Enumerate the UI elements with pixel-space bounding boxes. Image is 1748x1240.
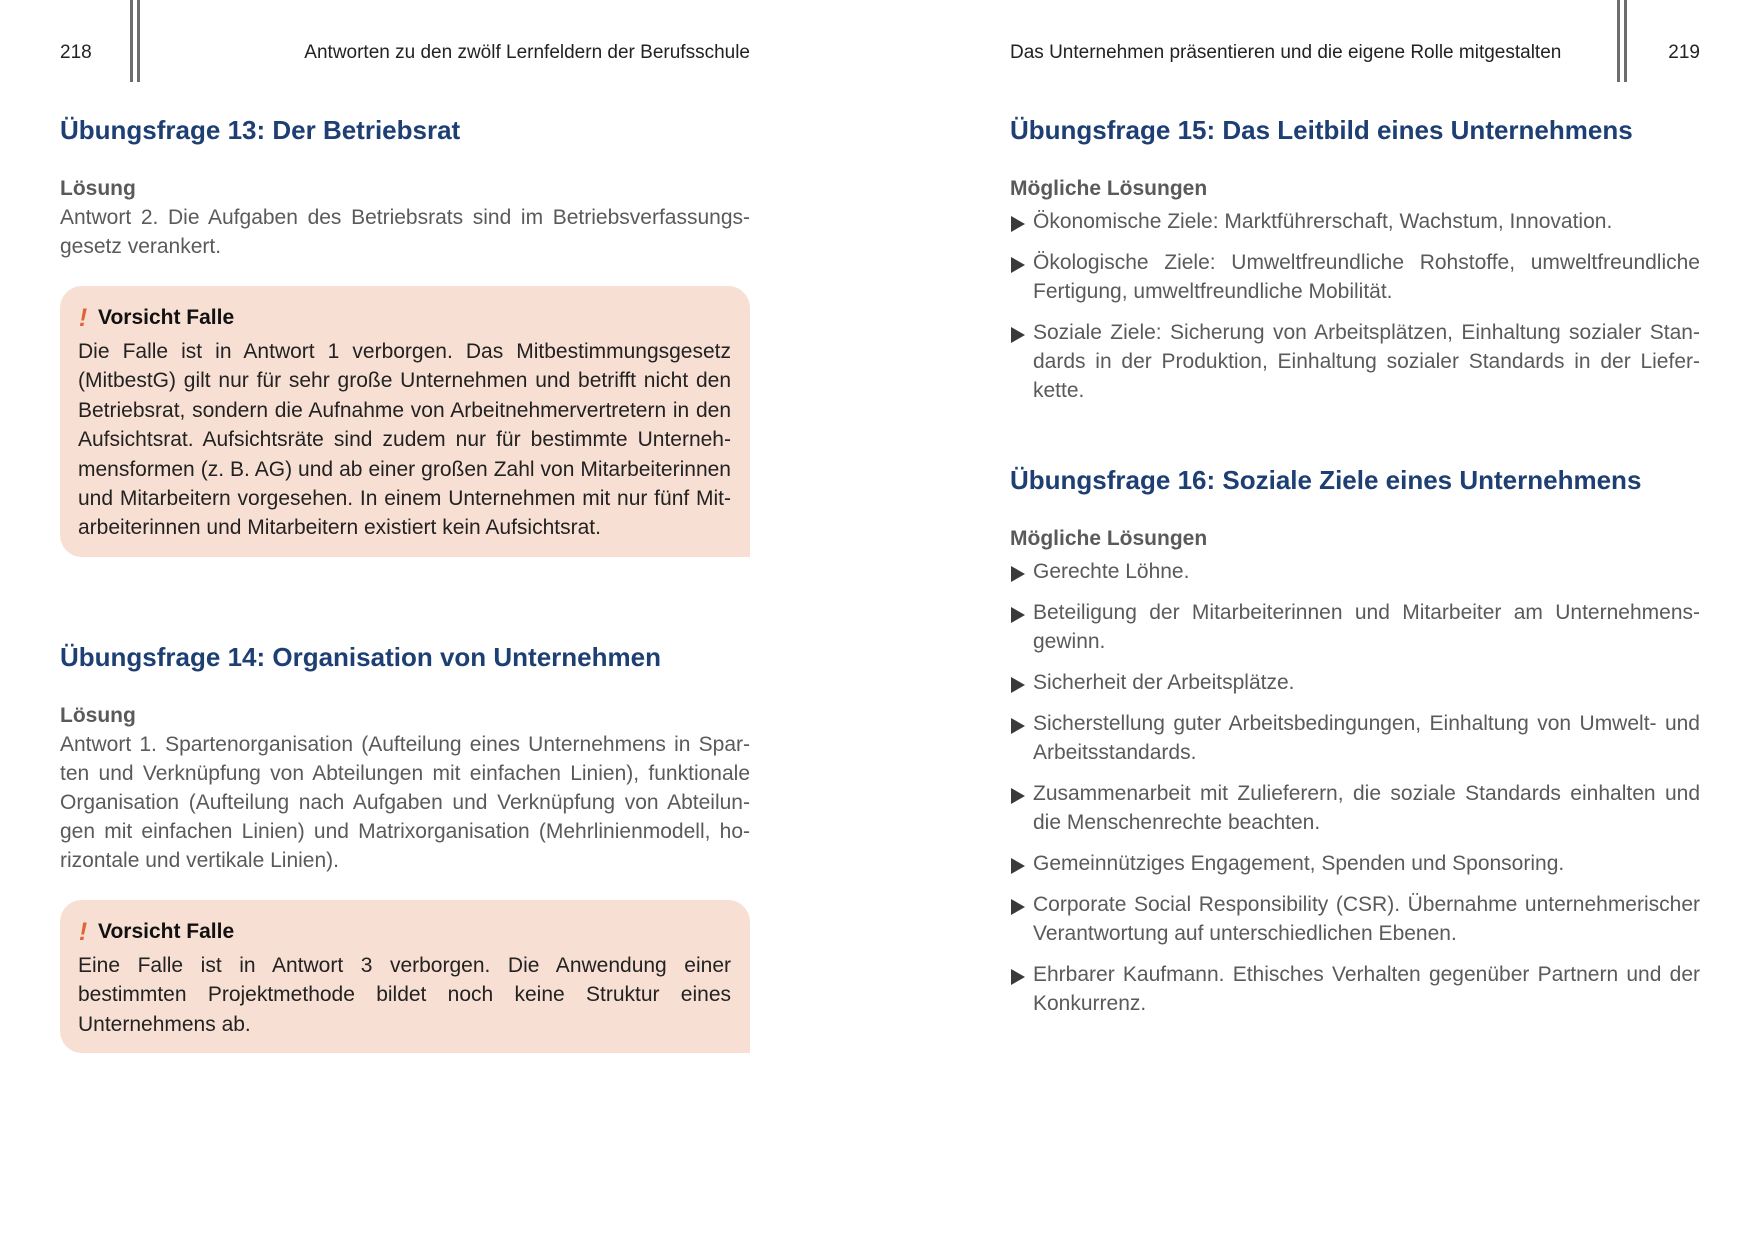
list-item: Ökonomische Ziele: Marktführerschaft, Wachstum, Innovation. [1010,207,1700,236]
warning-box [60,900,750,1053]
triangle-bullet-icon [1011,216,1025,232]
question-15-section [1010,113,1700,417]
question-16-section [1010,463,1700,1030]
triangle-bullet-icon [1011,788,1025,804]
triangle-bullet-icon [1011,607,1025,623]
warning-title: Vorsicht Falle [98,306,235,329]
warning-title: Vorsicht Falle [98,920,235,943]
triangle-bullet-icon [1011,677,1025,693]
warning-box [60,286,750,557]
solution-label: Lösung [60,704,136,727]
running-title: Antworten zu den zwölf Lernfeldern der Berufsschule [304,42,750,63]
solution-text: Antwort 1. Spartenorganisation (Aufteilung eines Unternehmens in Sparten und Verknüpfung von Abteilungen mit einfachen Linien), funktionale Organisation (Aufteilung nach Aufgaben und Verknüpfung von Abteilungen mit einfachen Linien) und Matrixorganisation (Mehrlinienmodell, horizontale und vertikale Linien). [60,733,750,872]
list-item: Gemeinnütziges Engagement, Spenden und Sponsoring. [1010,849,1700,878]
question-13-section [60,113,750,557]
list-item: Beteiligung der Mitarbeiterinnen und Mitarbeiter am Unternehmensgewinn. [1010,598,1700,656]
solutions-list [1010,207,1700,405]
list-item: Soziale Ziele: Sicherung von Arbeitsplätzen, Einhaltung sozialer Standards in der Produktion, Einhaltung sozialer Standards in der Lieferkette. [1010,318,1700,405]
list-item: Ehrbarer Kaufmann. Ethisches Verhalten gegenüber Partnern und der Konkurrenz. [1010,960,1700,1018]
solution-label: Lösung [60,177,136,200]
question-13-title: Übungsfrage 13: Der Betriebsrat [60,115,461,145]
warning-header [78,304,731,332]
solutions-label: Mögliche Lösungen [1010,177,1208,200]
question-16-title: Übungsfrage 16: Soziale Ziele eines Unternehmens [1010,465,1642,495]
exclamation-icon: ! [78,304,88,332]
right-page-header [1010,42,1700,72]
question-14-title: Übungsfrage 14: Organisation von Unternehmen [60,642,661,672]
list-item: Sicherheit der Arbeitsplätze. [1010,668,1700,697]
list-item: Ökologische Ziele: Umweltfreundliche Rohstoffe, umweltfreundliche Fertigung, umweltfreundliche Mobilität. [1010,248,1700,306]
solutions-list [1010,557,1700,1018]
question-15-title: Übungsfrage 15: Das Leitbild eines Unternehmens [1010,115,1633,145]
solution-text: Antwort 2. Die Aufgaben des Betriebsrats sind im Betriebsverfassungsgesetz verankert. [60,206,750,258]
triangle-bullet-icon [1011,899,1025,915]
triangle-bullet-icon [1011,327,1025,343]
list-item: Sicherstellung guter Arbeitsbedingungen, Einhaltung von Umwelt- und Arbeitsstandards. [1010,709,1700,767]
triangle-bullet-icon [1011,718,1025,734]
solutions-label: Mögliche Lösungen [1010,527,1208,550]
running-title: Das Unternehmen präsentieren und die eigene Rolle mitgestalten [1010,42,1562,63]
warning-header [78,918,731,946]
right-page [1010,0,1700,1240]
question-14-section [60,640,750,1053]
list-item: Gerechte Löhne. [1010,557,1700,586]
warning-text: Eine Falle ist in Antwort 3 verborgen. Die Anwendung einer bestimmten Projektmethode bildet noch keine Struktur eines Unternehmens ab. [78,954,731,1036]
warning-text: Die Falle ist in Antwort 1 verborgen. Das Mitbestimmungsgesetz (MitbestG) gilt nur für sehr große Unternehmen und betrifft nicht den Betriebsrat, sondern die Aufnahme von Arbeitnehmervertretern in den Aufsichtsrat. Aufsichtsräte sind zudem nur für bestimmte Unternehmensformen (z. B. AG) und ab einer großen Zahl von Mitarbeiterinnen und Mitarbeitern vorgesehen. In einem Unternehmen mit nur fünf Mitarbeiterinnen und Mitarbeitern existiert kein Aufsichtsrat. [78,340,731,540]
page-number: 219 [1668,42,1700,63]
list-item: Corporate Social Responsibility (CSR). Übernahme unternehmerischer Verantwortung auf unterschiedlichen Ebenen. [1010,890,1700,948]
left-page [60,0,750,1240]
triangle-bullet-icon [1011,257,1025,273]
list-item: Zusammenarbeit mit Zulieferern, die soziale Standards einhalten und die Menschenrechte beachten. [1010,779,1700,837]
page-number: 218 [60,42,92,63]
left-page-header [60,42,750,72]
triangle-bullet-icon [1011,858,1025,874]
triangle-bullet-icon [1011,566,1025,582]
exclamation-icon: ! [78,918,88,946]
triangle-bullet-icon [1011,969,1025,985]
